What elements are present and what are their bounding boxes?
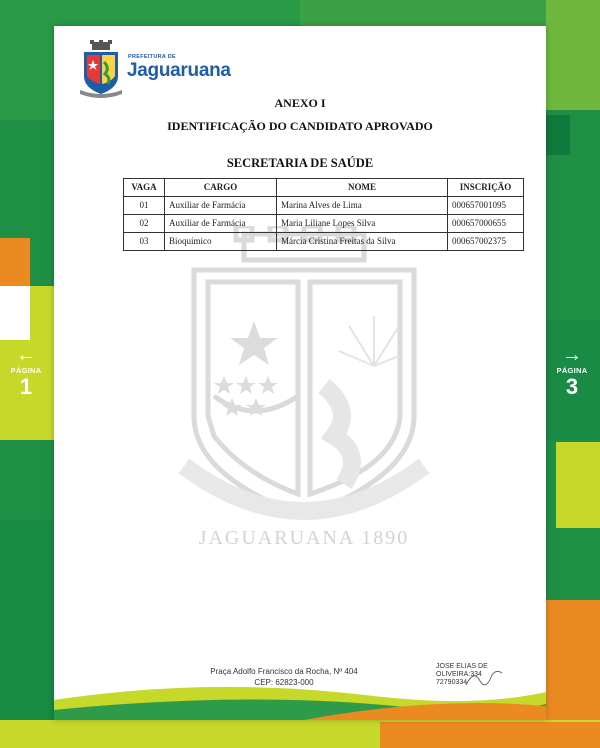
arrow-right-icon: →	[562, 344, 582, 366]
digital-signature	[436, 663, 536, 687]
cell-cargo: Auxiliar de Farmácia	[165, 197, 277, 215]
table-row	[124, 233, 524, 251]
signature-name-line-1: JOSE ELIAS DE	[436, 663, 488, 670]
cell-inscricao: 000657002375	[448, 233, 524, 251]
column-header-inscricao: INSCRIÇÃO	[448, 179, 524, 197]
logo-name: Jaguaruana	[127, 60, 231, 81]
column-header-vaga: VAGA	[124, 179, 165, 197]
address-line-2: CEP: 62823-000	[254, 678, 314, 687]
document-page	[54, 26, 546, 720]
column-header-nome: NOME	[277, 179, 448, 197]
signature-name-line-3: 72790334	[436, 679, 468, 686]
cell-nome: Maria Liliane Lopes Silva	[277, 215, 448, 233]
document-subtitle: IDENTIFICAÇÃO DO CANDIDATO APROVADO	[167, 119, 433, 133]
next-page-number: 3	[565, 374, 579, 399]
cell-vaga: 01	[124, 197, 165, 215]
cell-vaga: 03	[124, 233, 165, 251]
column-header-cargo: CARGO	[165, 179, 277, 197]
bg-block-lime	[556, 442, 600, 528]
footer-address	[164, 666, 404, 688]
bg-block	[546, 115, 570, 155]
cell-nome: Marina Alves de Lima	[277, 197, 448, 215]
next-page-button[interactable]	[550, 346, 594, 399]
logo-prefix: PREFEITURA DE	[128, 54, 177, 60]
bg-block-orange	[540, 600, 600, 720]
approved-candidates-table	[123, 178, 524, 251]
table-header-row	[124, 179, 524, 197]
bg-bottom-orange	[380, 722, 600, 748]
bg-block	[0, 520, 54, 748]
watermark-text: JAGUARUANA 1890	[198, 527, 410, 549]
cell-vaga: 02	[124, 215, 165, 233]
previous-page-button[interactable]	[4, 346, 48, 399]
cell-cargo: Bioquímico	[165, 233, 277, 251]
signature-scribble-icon	[464, 667, 504, 689]
annex-title: ANEXO I	[274, 96, 326, 110]
coat-of-arms-watermark-icon	[174, 226, 434, 556]
coat-of-arms-icon	[78, 40, 124, 98]
signature-name-line-2: OLIVEIRA:334	[436, 671, 482, 678]
arrow-left-icon: ←	[16, 344, 36, 366]
previous-page-label: PÁGINA	[10, 366, 42, 375]
cell-nome: Márcia Cristina Freitas da Silva	[277, 233, 448, 251]
cell-inscricao: 000657001095	[448, 197, 524, 215]
bg-block-lime	[30, 286, 54, 340]
bg-block-white	[0, 286, 30, 340]
cell-cargo: Auxiliar de Farmácia	[165, 215, 277, 233]
previous-page-number: 1	[19, 374, 33, 399]
next-page-label: PÁGINA	[556, 366, 588, 375]
address-line-1: Praça Adolfo Francisco da Rocha, Nº 404	[210, 667, 358, 676]
bg-block-orange	[0, 238, 30, 286]
table-row	[124, 197, 524, 215]
table-row	[124, 215, 524, 233]
cell-inscricao: 000657000655	[448, 215, 524, 233]
section-title: SECRETARIA DE SAÚDE	[226, 156, 374, 170]
bg-block	[546, 0, 600, 110]
prefeitura-logo	[78, 40, 238, 98]
